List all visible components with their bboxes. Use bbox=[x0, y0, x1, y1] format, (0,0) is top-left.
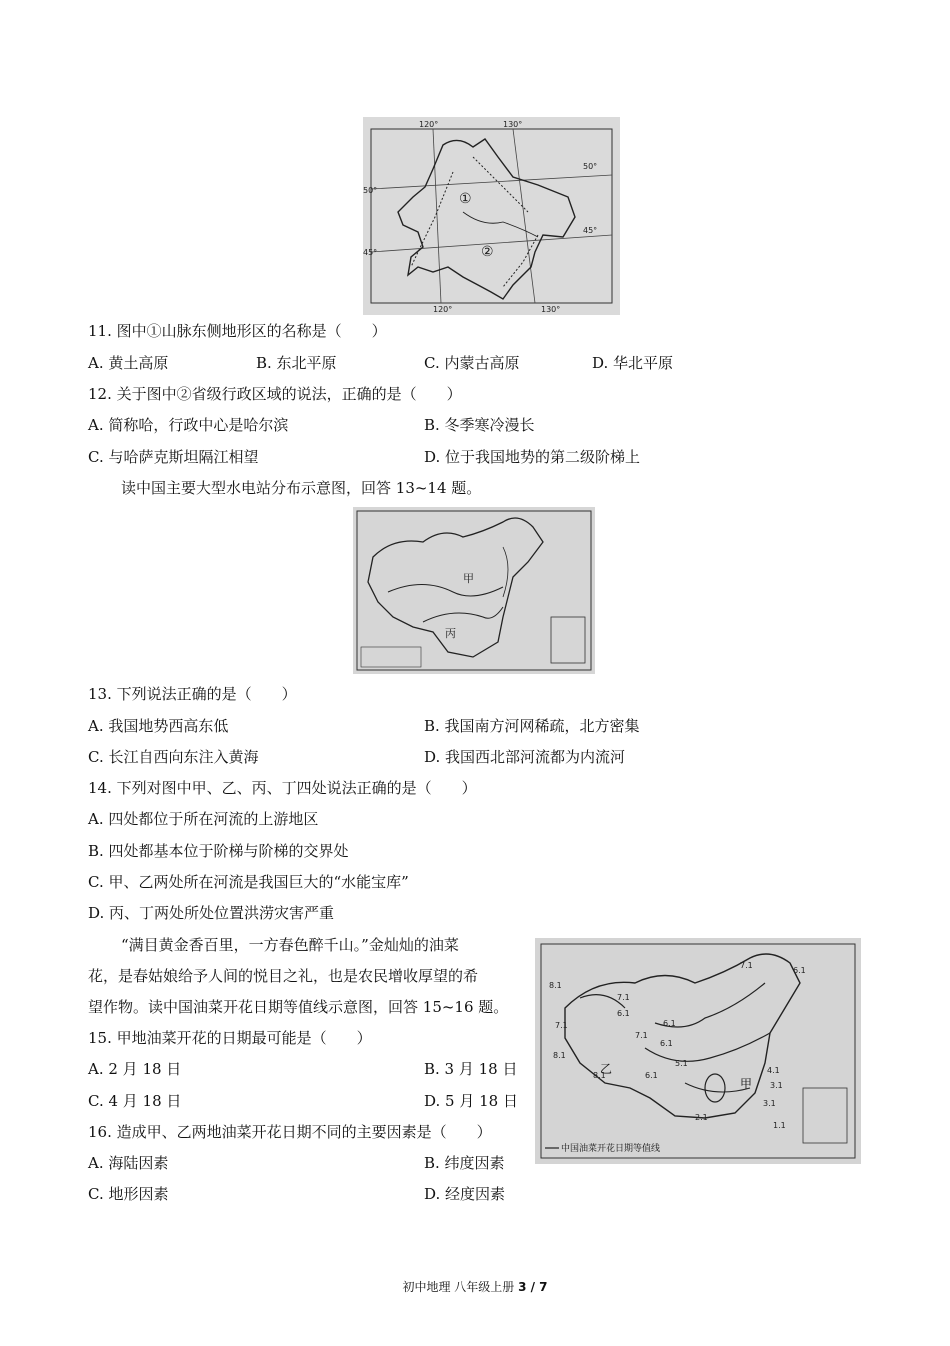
q15-option-d: D. 5 月 18 日 bbox=[424, 1092, 518, 1110]
map3-label-1: 8.1 bbox=[549, 981, 562, 990]
q11-option-c: C. 内蒙古高原 bbox=[424, 354, 520, 372]
map3-label-jia: 甲 bbox=[740, 1077, 753, 1091]
q15-stem: 15. 甲地油菜开花的日期最可能是（ ） bbox=[88, 1029, 372, 1047]
q13-option-c: C. 长江自西向东注入黄海 bbox=[88, 748, 259, 766]
q13-option-a: A. 我国地势西高东低 bbox=[88, 717, 229, 735]
q11-option-d: D. 华北平原 bbox=[592, 354, 674, 372]
q13-option-d: D. 我国西北部河流都为内流河 bbox=[424, 748, 626, 766]
map3-label-14: 1.1 bbox=[773, 1121, 786, 1130]
map3-label-5: 6.1 bbox=[660, 1039, 673, 1048]
q11-stem: 11. 图中①山脉东侧地形区的名称是（ ） bbox=[88, 322, 387, 340]
footer-page-number: 3 / 7 bbox=[518, 1280, 548, 1294]
q15-option-b: B. 3 月 18 日 bbox=[424, 1060, 518, 1078]
map3-label-2: 7.1 bbox=[617, 993, 630, 1002]
map3-label-3: 6.1 bbox=[617, 1009, 630, 1018]
map1-top-label-120: 120° bbox=[419, 120, 439, 129]
map3-label-8: 5.1 bbox=[675, 1059, 688, 1068]
map1-right-label-50: 50° bbox=[583, 162, 598, 171]
map3-label-4: 7.1 bbox=[555, 1021, 568, 1030]
intro-15-16-line2: 花，是春姑娘给予人间的悦目之礼，也是农民增收厚望的希 bbox=[88, 967, 479, 985]
map3-label-9: 6.1 bbox=[793, 966, 806, 975]
q11-option-b: B. 东北平原 bbox=[256, 354, 337, 372]
map3-legend: 中国油菜开花日期等值线 bbox=[561, 1144, 661, 1154]
map3-label-18: 6.1 bbox=[645, 1071, 658, 1080]
rapeseed-isoline-map bbox=[535, 938, 861, 1164]
map3-label-7: 7.1 bbox=[740, 961, 753, 970]
q16-option-a: A. 海陆因素 bbox=[88, 1154, 169, 1172]
q16-option-b: B. 纬度因素 bbox=[424, 1154, 505, 1172]
q14-stem: 14. 下列对图中甲、乙、丙、丁四处说法正确的是（ ） bbox=[88, 779, 477, 797]
map3-label-13: 2.1 bbox=[695, 1113, 708, 1122]
q12-option-a: A. 简称哈，行政中心是哈尔滨 bbox=[88, 416, 289, 434]
q11-option-a: A. 黄土高原 bbox=[88, 354, 169, 372]
map3-label-17: 7.1 bbox=[635, 1031, 648, 1040]
q13-stem: 13. 下列说法正确的是（ ） bbox=[88, 685, 297, 703]
map3-label-yi: 乙 bbox=[600, 1062, 613, 1076]
map3-label-6: 6.1 bbox=[663, 1019, 676, 1028]
q15-option-c: C. 4 月 18 日 bbox=[88, 1092, 182, 1110]
map3-label-12: 3.1 bbox=[763, 1099, 776, 1108]
map2-label-bing: 丙 bbox=[445, 627, 456, 640]
q16-stem: 16. 造成甲、乙两地油菜开花日期不同的主要因素是（ ） bbox=[88, 1123, 492, 1141]
hydropower-map-drawing bbox=[353, 507, 595, 674]
map1-left-label-45: 45° bbox=[363, 248, 378, 257]
map3-label-15: 3.1 bbox=[770, 1081, 783, 1090]
page-footer bbox=[0, 1278, 950, 1295]
q14-option-b: B. 四处都基本位于阶梯与阶梯的交界处 bbox=[88, 842, 349, 860]
q12-stem: 12. 关于图中②省级行政区域的说法，正确的是（ ） bbox=[88, 385, 462, 403]
map1-right-label-45: 45° bbox=[583, 226, 598, 235]
q13-option-b: B. 我国南方河网稀疏，北方密集 bbox=[424, 717, 640, 735]
map1-top-label-130: 130° bbox=[503, 120, 523, 129]
map3-label-11: 4.1 bbox=[767, 1066, 780, 1075]
q12-option-d: D. 位于我国地势的第二级阶梯上 bbox=[424, 448, 641, 466]
intro-15-16-line1: “满目黄金香百里，一方春色醉千山。”金灿灿的油菜 bbox=[121, 936, 459, 954]
q15-option-a: A. 2 月 18 日 bbox=[88, 1060, 182, 1078]
q12-option-c: C. 与哈萨克斯坦隔江相望 bbox=[88, 448, 259, 466]
map1-region-2: ② bbox=[481, 244, 494, 260]
northeast-china-map bbox=[363, 117, 620, 315]
map1-region-1: ① bbox=[459, 191, 472, 207]
map2-label-jia: 甲 bbox=[463, 572, 474, 585]
map1-bottom-label-130: 130° bbox=[541, 305, 561, 314]
q16-option-d: D. 经度因素 bbox=[424, 1185, 506, 1203]
rapeseed-isoline-map-drawing bbox=[535, 938, 861, 1164]
northeast-china-map-drawing bbox=[363, 117, 620, 315]
footer-subject: 初中地理 八年级上册 bbox=[402, 1280, 519, 1294]
hydropower-map bbox=[353, 507, 595, 674]
q14-option-a: A. 四处都位于所在河流的上游地区 bbox=[88, 810, 319, 828]
map3-label-16: 8.1 bbox=[553, 1051, 566, 1060]
q12-option-b: B. 冬季寒冷漫长 bbox=[424, 416, 535, 434]
q14-option-c: C. 甲、乙两处所在河流是我国巨大的“水能宝库” bbox=[88, 873, 409, 891]
map1-bottom-label-120: 120° bbox=[433, 305, 453, 314]
map3-label-10: 8.1 bbox=[593, 1071, 606, 1080]
intro-15-16-line3: 望作物。读中国油菜开花日期等值线示意图，回答 15~16 题。 bbox=[88, 998, 509, 1016]
intro-13-14: 读中国主要大型水电站分布示意图，回答 13~14 题。 bbox=[121, 479, 482, 497]
map1-left-label-50: 50° bbox=[363, 186, 378, 195]
q14-option-d: D. 丙、丁两处所处位置洪涝灾害严重 bbox=[88, 904, 335, 922]
q16-option-c: C. 地形因素 bbox=[88, 1185, 169, 1203]
